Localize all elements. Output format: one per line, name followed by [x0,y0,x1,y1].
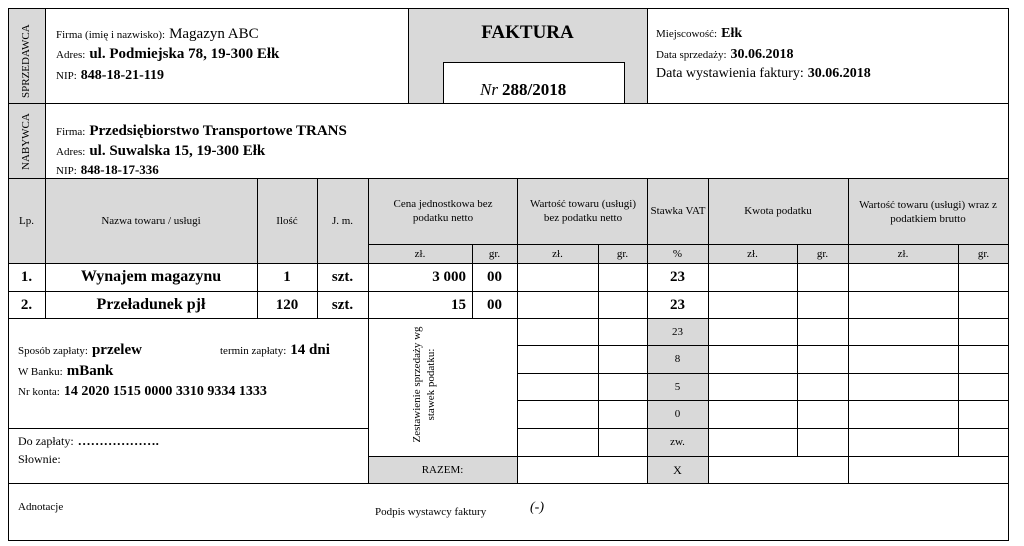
account-label: Nr konta: [18,386,60,398]
row1-name: Wynajem magazynu [80,268,222,285]
account-line [18,382,267,400]
header-vat-rate: Stawka VAT [650,205,706,217]
row2-unit: szt. [331,296,354,313]
buyer-firm-value: Przedsiębiorstwo Transportowe TRANS [89,123,347,139]
header-lp: Lp. [19,214,34,227]
payment-term-label: termin zapłaty: [220,345,287,357]
bank-line [18,362,113,380]
notes-label: Adnotacje [18,501,64,513]
seller-firm-label: Firma (imię i nazwisko): [56,29,166,41]
seller-address-value: ul. Podmiejska 78, 19-300 Ełk [89,46,280,62]
row1-unit: szt. [331,269,354,285]
buyer-address-line [56,142,265,160]
row2-vat: 23 [670,296,685,313]
invoice-title: FAKTURA [481,22,574,43]
account-value: 14 2020 1515 0000 3310 9334 1333 [63,384,267,399]
summary-total-label: RAZEM: [421,463,464,476]
invoice-nr-value: 288/2018 [501,80,567,99]
row1-price-gr: 00 [487,269,502,285]
seller-nip-value: 848-18-21-119 [80,68,164,83]
subheader-vat-pct: % [672,247,683,260]
seller-nip-label: NIP: [56,70,77,82]
buyer-nip-value: 848-18-17-336 [80,162,159,177]
row2-name: Przeładunek pjł [96,295,206,313]
payment-method-value: przelew [91,342,142,358]
issue-date-line [656,64,871,82]
payment-method-line [18,341,142,359]
row1-lp: 1. [20,269,33,285]
words-label: Słownie: [18,452,61,466]
summary-rate-0: 0 [674,408,681,420]
payment-term-line [220,341,330,359]
summary-rate-23: 23 [672,325,683,338]
seller-firm-line [56,25,259,43]
bank-label: W Banku: [18,366,63,378]
place-line [656,24,742,42]
sale-date-label: Data sprzedaży: [656,49,727,61]
buyer-nip-label: NIP: [56,165,77,177]
sale-date-line [656,45,794,63]
buyer-address-value: ul. Suwalska 15, 19-300 Ełk [89,143,266,159]
header-qty: Ilość [276,214,298,227]
row1-qty: 1 [283,269,291,285]
sale-date-value: 30.06.2018 [730,47,794,62]
subheader-net-zl: zł. [552,247,563,260]
header-gross-value: Wartość towaru (usługi) wraz z podatkiem brutto [859,198,997,225]
payment-method-label: Sposób zapłaty: [18,345,88,357]
summary-vertical-label: Zestawienie sprzedaży wg stawek podatku: [411,326,437,443]
seller-firm-value: Magazyn ABC [169,26,259,42]
payment-term-value: 14 dni [290,342,330,358]
issue-date-label: Data wystawienia faktury: [656,66,804,81]
buyer-address-label: Adres: [56,146,86,158]
buyer-firm-label: Firma: [56,126,86,138]
summary-total-mark: X [673,462,682,477]
issue-date-value: 30.06.2018 [807,66,871,81]
summary-rate-zw: zw. [670,436,685,448]
seller-side-label: SPRZEDAWCA [20,24,32,98]
subheader-tax-zl: zł. [747,247,758,260]
row2-price-zl: 15 [451,296,466,313]
place-label: Miejscowość: [656,28,718,40]
buyer-firm-line [56,122,347,140]
subheader-price-zl: zł. [414,247,426,260]
seller-address-label: Adres: [56,49,86,61]
header-net-value: Wartość towaru (usługi) bez podatku netto [529,198,637,224]
bank-value: mBank [66,363,114,379]
invoice-nr-label: Nr [480,80,498,99]
buyer-side-label: NABYWCA [20,113,32,170]
header-unit: J. m. [331,214,354,227]
signature-label: Podpis wystawcy faktury [375,506,487,518]
seller-address-line [56,45,279,63]
header-unit-price: Cena jednostkowa bez podatku netto [393,198,493,224]
subheader-net-gr: gr. [616,247,629,260]
seller-nip-line [56,66,164,84]
row1-vat: 23 [670,269,685,285]
signature-value: (-) [530,500,544,515]
to-pay-value: ………………. [77,433,159,448]
summary-rate-5: 5 [674,380,681,393]
summary-rate-8: 8 [674,353,681,365]
subheader-tax-gr: gr. [816,247,829,260]
header-tax-amount: Kwota podatku [744,205,812,217]
subheader-gross-zl: zł. [897,247,909,260]
to-pay-label: Do zapłaty: [18,434,74,448]
to-pay-line [18,432,159,450]
buyer-nip-line [56,161,159,179]
place-value: Ełk [721,26,743,41]
row1-price-zl: 3 000 [432,269,466,285]
subheader-gross-gr: gr. [977,247,990,260]
row2-qty: 120 [275,296,299,313]
invoice-number-line [480,80,566,100]
row2-price-gr: 00 [487,296,502,313]
header-name: Nazwa towaru / usługi [101,214,201,227]
subheader-price-gr: gr. [488,247,501,260]
row2-lp: 2. [20,296,33,313]
